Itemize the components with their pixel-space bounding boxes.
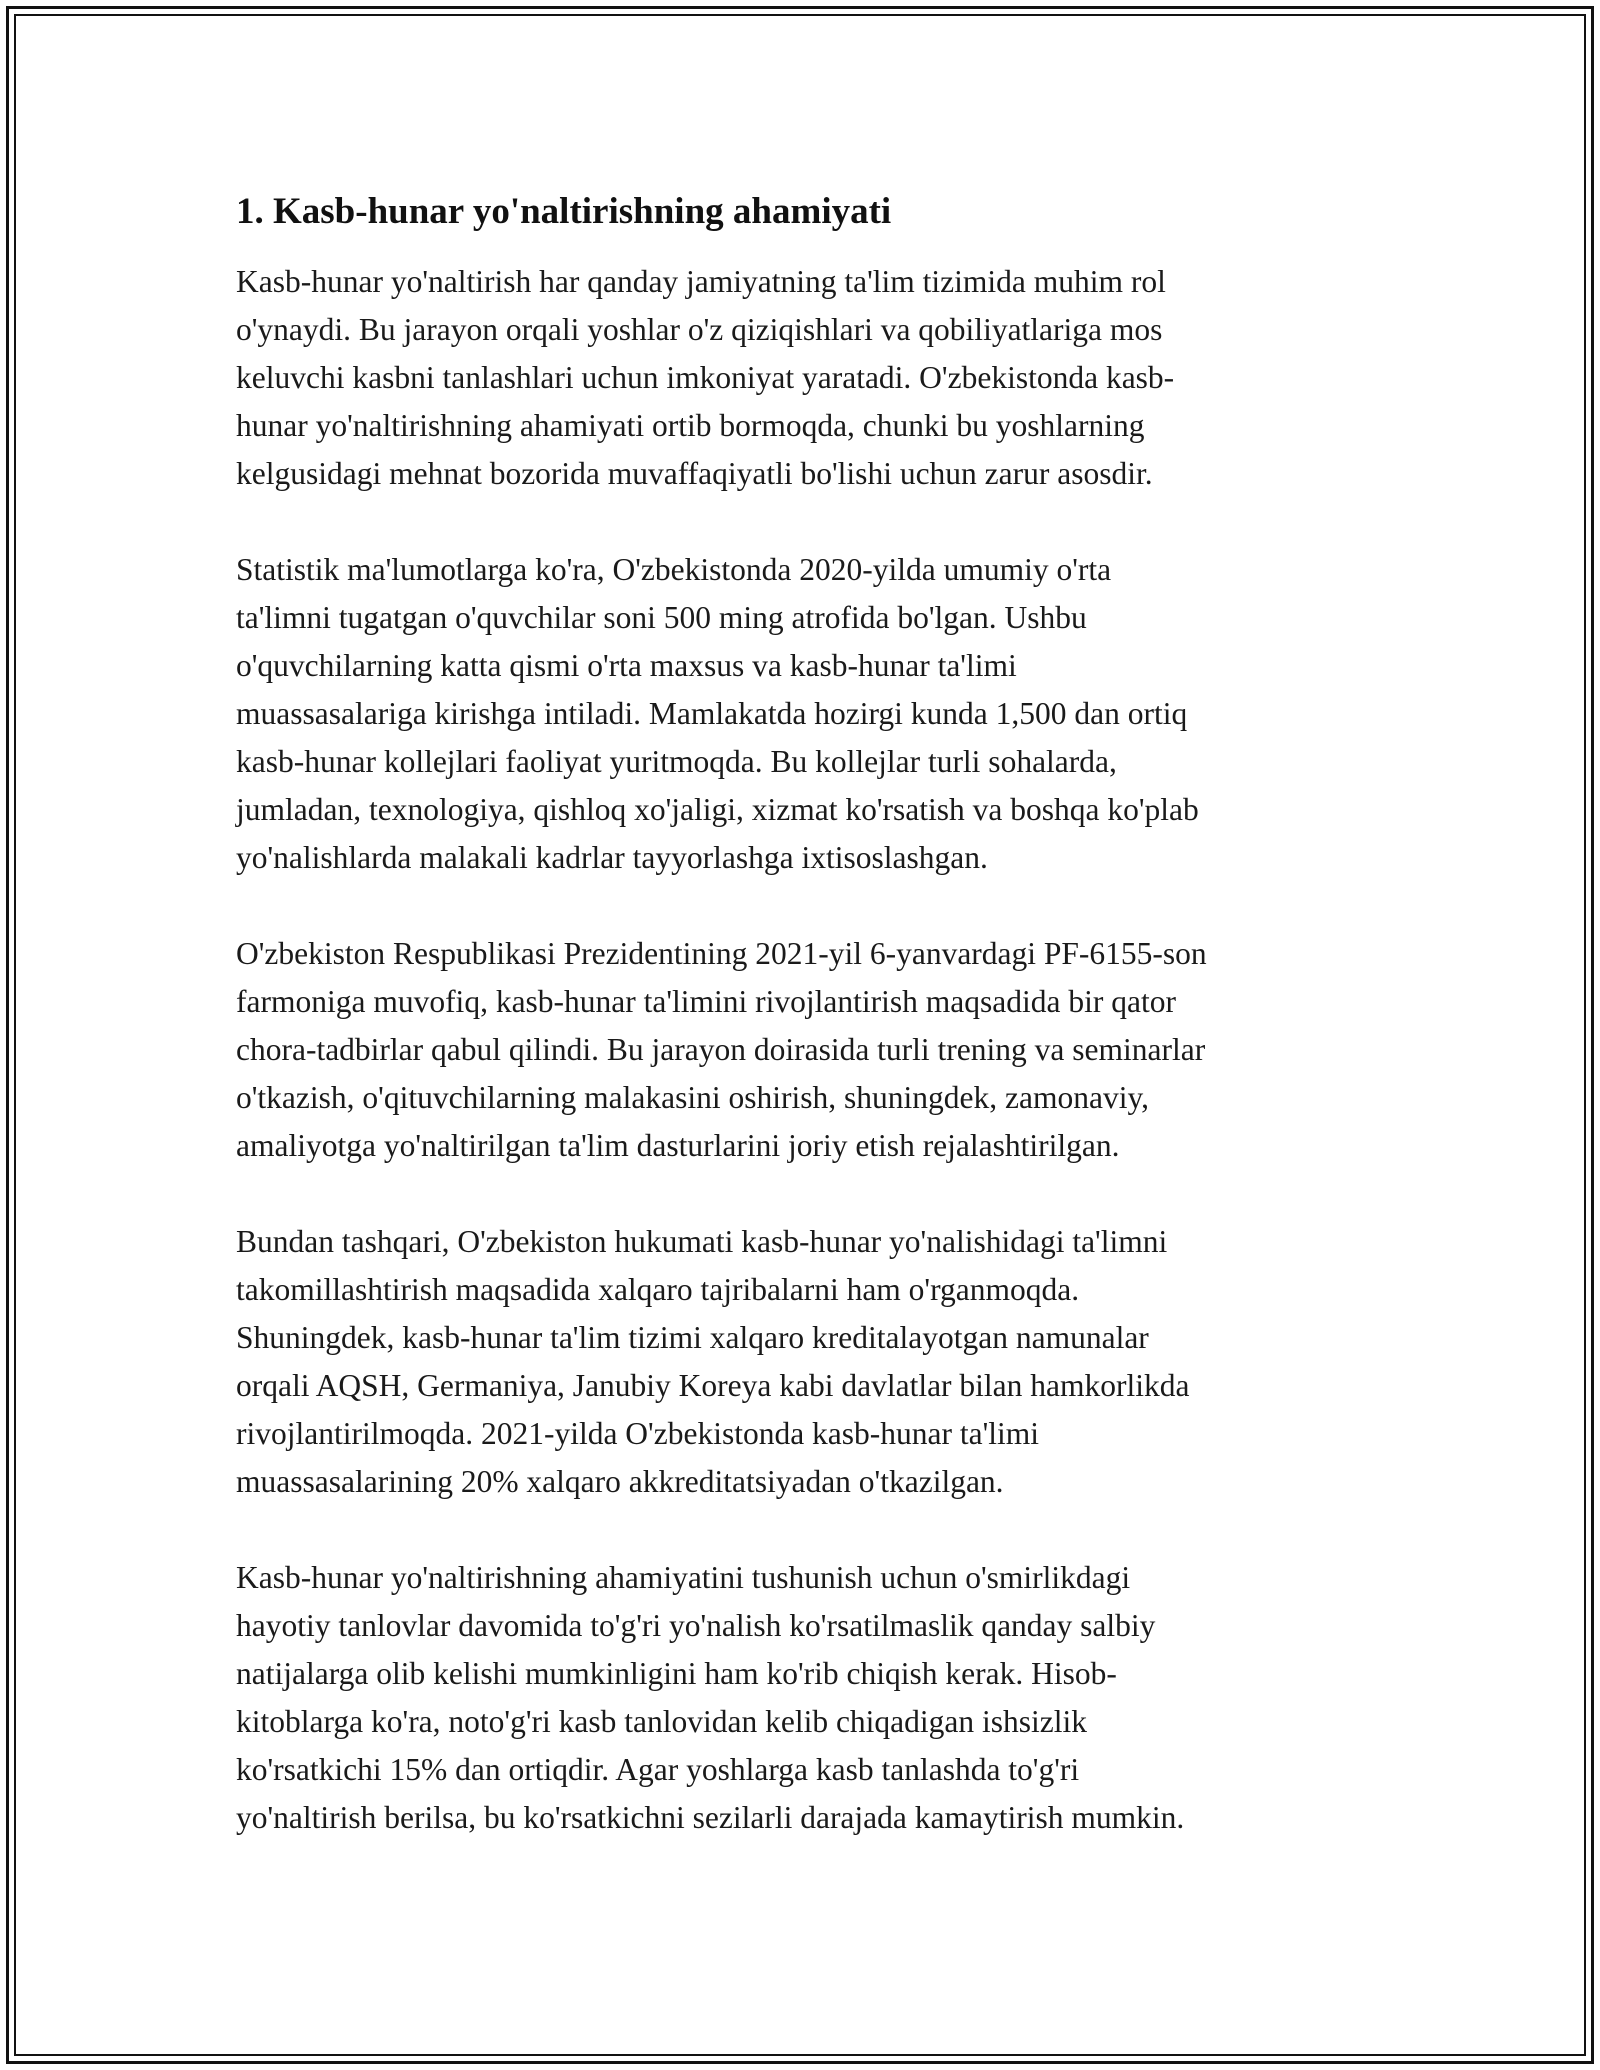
text-line: yo'nalishlarda malakali kadrlar tayyorlashga ixtisoslashgan. bbox=[236, 840, 988, 875]
text-line: kelgusidagi mehnat bozorida muvaffaqiyatli bo'lishi uchun zarur asosdir. bbox=[236, 456, 1153, 491]
text-line: chora-tadbirlar qabul qilindi. Bu jarayon doirasida turli trening va seminarlar bbox=[236, 1032, 1206, 1067]
text-line: takomillashtirish maqsadida xalqaro tajribalarni ham o'rganmoqda. bbox=[236, 1272, 1080, 1307]
document-body bbox=[236, 188, 1376, 1890]
paragraph-1 bbox=[236, 258, 1376, 498]
text-line: jumladan, texnologiya, qishloq xo'jaligi, xizmat ko'rsatish va boshqa ko'plab bbox=[236, 792, 1199, 827]
text-line: o'ynaydi. Bu jarayon orqali yoshlar o'z qiziqishlari va qobiliyatlariga mos bbox=[236, 312, 1163, 347]
text-line: yo'naltirish berilsa, bu ko'rsatkichni sezilarli darajada kamaytirish mumkin. bbox=[236, 1800, 1185, 1835]
text-line: natijalarga olib kelishi mumkinligini ham ko'rib chiqish kerak. Hisob- bbox=[236, 1656, 1117, 1691]
text-line: kitoblarga ko'ra, noto'g'ri kasb tanlovidan kelib chiqadigan ishsizlik bbox=[236, 1704, 1088, 1739]
section-heading: 1. Kasb-hunar yo'naltirishning ahamiyati bbox=[236, 191, 892, 232]
text-line: ta'limni tugatgan o'quvchilar soni 500 ming atrofida bo'lgan. Ushbu bbox=[236, 600, 1087, 635]
text-line: amaliyotga yo'naltirilgan ta'lim dasturlarini joriy etish rejalashtirilgan. bbox=[236, 1128, 1120, 1163]
text-line: orqali AQSH, Germaniya, Janubiy Koreya kabi davlatlar bilan hamkorlikda bbox=[236, 1368, 1190, 1403]
paragraph-4 bbox=[236, 1218, 1376, 1506]
text-line: muassasalarining 20% xalqaro akkreditatsiyadan o'tkazilgan. bbox=[236, 1464, 1004, 1499]
text-line: kasb-hunar kollejlari faoliyat yuritmoqda. Bu kollejlar turli sohalarda, bbox=[236, 744, 1117, 779]
text-line: o'tkazish, o'qituvchilarning malakasini oshirish, shuningdek, zamonaviy, bbox=[236, 1080, 1150, 1115]
text-line: hunar yo'naltirishning ahamiyati ortib bormoqda, chunki bu yoshlarning bbox=[236, 408, 1145, 443]
text-line: Kasb-hunar yo'naltirishning ahamiyatini tushunish uchun o'smirlikdagi bbox=[236, 1560, 1131, 1595]
text-line: Shuningdek, kasb-hunar ta'lim tizimi xalqaro kreditalayotgan namunalar bbox=[236, 1320, 1149, 1355]
text-line: o'quvchilarning katta qismi o'rta maxsus va kasb-hunar ta'limi bbox=[236, 648, 1017, 683]
text-line: keluvchi kasbni tanlashlari uchun imkoniyat yaratadi. O'zbekistonda kasb- bbox=[236, 360, 1175, 395]
paragraph-3 bbox=[236, 930, 1376, 1170]
text-line: rivojlantirilmoqda. 2021-yilda O'zbekistonda kasb-hunar ta'limi bbox=[236, 1416, 1040, 1451]
text-line: Bundan tashqari, O'zbekiston hukumati kasb-hunar yo'nalishidagi ta'limni bbox=[236, 1224, 1168, 1259]
text-line: Kasb-hunar yo'naltirish har qanday jamiyatning ta'lim tizimida muhim rol bbox=[236, 264, 1166, 299]
text-line: O'zbekiston Respublikasi Prezidentining 2021-yil 6-yanvardagi PF-6155-son bbox=[236, 936, 1207, 971]
text-line: Statistik ma'lumotlarga ko'ra, O'zbekistonda 2020-yilda umumiy o'rta bbox=[236, 552, 1112, 587]
text-line: ko'rsatkichi 15% dan ortiqdir. Agar yoshlarga kasb tanlashda to'g'ri bbox=[236, 1752, 1080, 1787]
text-line: muassasalariga kirishga intiladi. Mamlakatda hozirgi kunda 1,500 dan ortiq bbox=[236, 696, 1188, 731]
paragraph-2 bbox=[236, 546, 1376, 882]
text-line: farmoniga muvofiq, kasb-hunar ta'limini rivojlantirish maqsadida bir qator bbox=[236, 984, 1176, 1019]
paragraph-5 bbox=[236, 1554, 1376, 1842]
text-line: hayotiy tanlovlar davomida to'g'ri yo'nalish ko'rsatilmaslik qanday salbiy bbox=[236, 1608, 1156, 1643]
